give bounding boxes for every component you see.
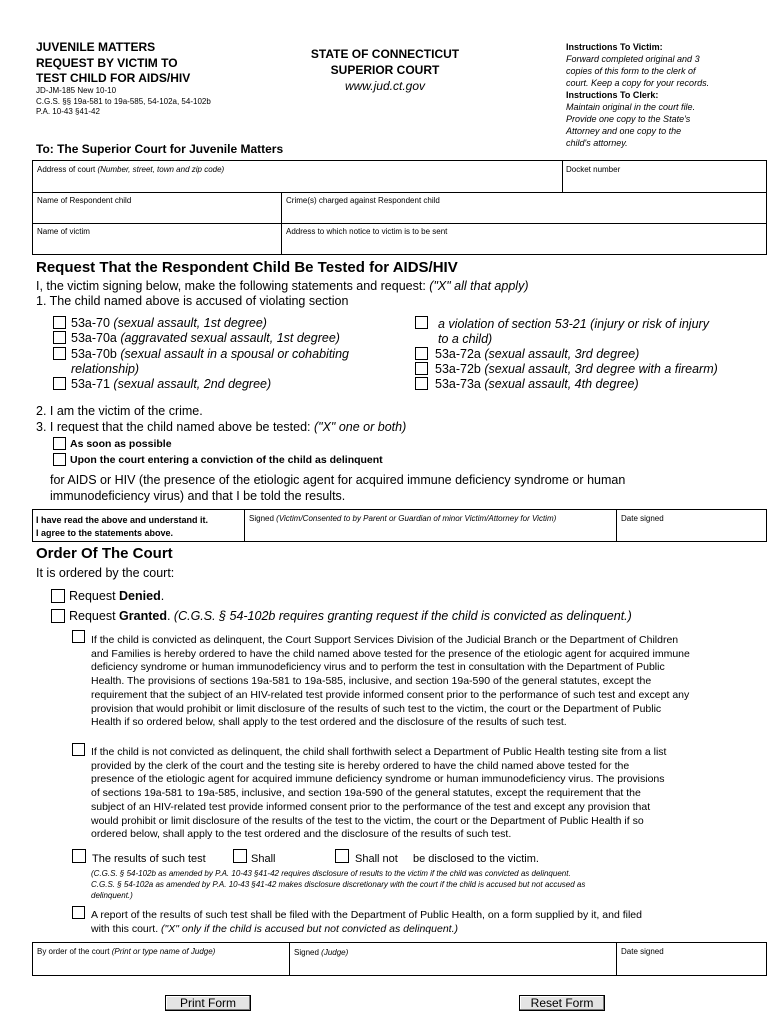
court-website: www.jud.ct.gov (344, 79, 426, 93)
item-3 (36, 420, 406, 435)
order-text-line: deficiency syndrome or human immunodeficiency virus and to perform the test in consultation with the Department of Public (91, 661, 665, 674)
instructions-clerk-title: Instructions To Clerk: (566, 90, 659, 100)
table-border (244, 509, 245, 542)
judge-signed-label: Signed (294, 948, 319, 957)
offense-53a-73a (435, 377, 639, 392)
report-line (91, 923, 763, 937)
as-soon-as-possible-checkbox[interactable] (53, 437, 66, 450)
statute-line: C.G.S. §§ 19a-581 to 19a-585, 54-102a, 54-102b (36, 96, 211, 106)
judge-signed-hint: (Judge) (321, 948, 349, 957)
table-border (766, 942, 767, 976)
item-3-text: 3. I request that the child named above be tested: (36, 420, 311, 434)
item-2: 2. I am the victim of the crime. (36, 404, 203, 418)
order-intro: It is ordered by the court: (36, 566, 175, 580)
shall-checkbox[interactable] (233, 849, 247, 863)
order-heading: Order Of The Court (36, 545, 173, 562)
form-title-line: JUVENILE MATTERS (36, 40, 156, 54)
table-border (289, 942, 290, 976)
request-granted-checkbox[interactable] (51, 609, 65, 623)
convicted-order-text (91, 634, 763, 730)
offense-53a-70b (71, 347, 349, 362)
form-title-line: TEST CHILD FOR AIDS/HIV (36, 71, 191, 85)
judge-date-signed-label: Date signed (621, 947, 664, 956)
table-border (32, 254, 766, 255)
offense-desc: (sexual assault in a spousal or cohabiting (120, 347, 349, 361)
upon-conviction-label: Upon the court entering a conviction of the child as delinquent (70, 454, 383, 466)
offense-code: 53a-71 (71, 377, 110, 391)
victim-name-label: Name of victim (37, 227, 90, 236)
table-border (32, 942, 33, 976)
order-text-line: provision that would prohibit or limit disclosure of the results of such test to the victim, the court or the Department of Public (91, 702, 662, 715)
table-border (616, 942, 617, 976)
instruction-line: copies of this form to the clerk of (566, 66, 696, 76)
to-line: To: The Superior Court for Juvenile Matters (36, 142, 284, 156)
instructions-victim-title: Instructions To Victim: (566, 42, 663, 52)
victim-date-signed-field[interactable] (621, 514, 664, 524)
item-3-hint: ("X" one or both) (313, 420, 407, 434)
by-order-label: By order of the court (37, 947, 110, 956)
request-granted-word: Granted (119, 609, 167, 623)
docket-number-label: Docket number (566, 165, 621, 174)
offense-53a-72a-checkbox[interactable] (415, 347, 428, 360)
not-convicted-order-text (91, 746, 763, 842)
request-denied-label: Request Denied. (69, 589, 165, 603)
form-citations (36, 86, 211, 118)
reset-form-button[interactable]: Reset Form (519, 995, 605, 1011)
request-intro-text: I, the victim signing below, make the following statements and request: (36, 279, 426, 293)
victim-name-field[interactable] (37, 227, 90, 237)
instructions (566, 41, 766, 149)
order-text-line: presence of the etiologic agent for acquired immune deficiency syndrome or human immunodeficiency virus. The provisions (91, 773, 665, 786)
court-address-hint: (Number, street, town and zip code) (97, 165, 225, 174)
offense-desc: (sexual assault, 3rd degree with a firearm) (484, 362, 718, 376)
request-granted-label: Request Granted. (C.G.S. § 54-102b requires granting request if the child is convicted as delinquent.) (69, 609, 632, 623)
judge-date-signed-field[interactable] (621, 947, 664, 957)
test-purpose-line: immunodeficiency virus) and that I be told the results. (50, 489, 346, 503)
offense-53a-70b-checkbox[interactable] (53, 347, 66, 360)
as-soon-as-possible-label: As soon as possible (70, 438, 172, 450)
table-border (32, 541, 766, 542)
offense-desc: (sexual assault, 1st degree) (113, 316, 267, 330)
notice-address-field[interactable] (286, 227, 447, 237)
report-filing-text (91, 909, 763, 936)
court-address-field[interactable] (37, 165, 224, 175)
convicted-order-checkbox[interactable] (72, 630, 85, 643)
request-denied-prefix: Request (69, 589, 120, 603)
offense-53a-72a (435, 347, 639, 362)
notice-address-label: Address to which notice to victim is to be sent (286, 227, 448, 236)
request-denied-word: Denied (119, 589, 161, 603)
request-denied-checkbox[interactable] (51, 589, 65, 603)
instruction-line: Forward completed original and 3 (566, 54, 700, 64)
print-form-button[interactable]: Print Form (165, 995, 251, 1011)
shall-not-checkbox[interactable] (335, 849, 349, 863)
offense-desc: (sexual assault, 3rd degree) (484, 347, 640, 361)
court-header (275, 46, 495, 94)
crimes-charged-label: Crime(s) charged against Respondent child (286, 196, 440, 205)
request-granted-prefix: Request (69, 609, 120, 623)
form-number: JD-JM-185 New 10-10 (36, 86, 117, 95)
judge-name-field[interactable] (37, 947, 215, 957)
offense-53a-73a-checkbox[interactable] (415, 377, 428, 390)
table-border (32, 942, 766, 943)
instruction-line: Maintain original in the court file. (566, 102, 696, 112)
table-border (32, 160, 766, 161)
table-border (562, 160, 563, 192)
offense-desc: (aggravated sexual assault, 1st degree) (120, 331, 340, 345)
date-signed-label: Date signed (621, 514, 664, 523)
upon-conviction-checkbox[interactable] (53, 453, 66, 466)
offense-53a-70-checkbox[interactable] (53, 316, 66, 329)
crimes-charged-field[interactable] (286, 196, 440, 206)
respondent-name-field[interactable] (37, 196, 131, 206)
offense-code: 53a-72b (435, 362, 481, 376)
shall-not-label: Shall not (355, 853, 398, 865)
victim-signature-field[interactable] (249, 514, 556, 524)
instruction-line: Attorney and one copy to the (566, 126, 682, 136)
acknowledgement-line: I agree to the statements above. (36, 528, 174, 538)
note-line: (C.G.S. § 54-102b as amended by P.A. 10-43 §41-42 requires disclosure of results to the victim if the child was convicted as delinquent. (91, 869, 571, 878)
offense-53a-71-checkbox[interactable] (53, 377, 66, 390)
offense-continuation: relationship) (71, 362, 140, 376)
order-text-line: requirement that the subject of an HIV-related test provide informed consent prior to the performance of such test and except any (91, 688, 690, 701)
offense-53a-70a-checkbox[interactable] (53, 331, 66, 344)
acknowledgement (36, 514, 208, 540)
request-heading: Request That the Respondent Child Be Tested for AIDS/HIV (36, 259, 458, 276)
by-order-hint: (Print or type name of Judge) (111, 947, 216, 956)
request-intro-hint: ("X" all that apply) (429, 279, 529, 293)
form-title-line: REQUEST BY VICTIM TO (36, 55, 178, 70)
table-border (766, 509, 767, 542)
offense-continuation: to a child) (438, 332, 493, 346)
table-border (32, 160, 33, 255)
acknowledgement-line: I have read the above and understand it. (36, 515, 209, 525)
order-text-line: of sections 19a-581 to 19a-585, inclusive, and section 19a-590 of the general statutes, except the requirement that the (91, 787, 641, 800)
offense-code: 53a-72a (435, 347, 481, 361)
signed-hint: (Victim/Consented to by Parent or Guardian of minor Victim/Attorney for Victim) (276, 514, 557, 523)
test-purpose-line: for AIDS or HIV (the presence of the etiologic agent for acquired immune deficiency syndrome or human (50, 473, 626, 487)
note-line: C.G.S. § 54-102a as amended by P.A. 10-43 §41-42 makes disclosure discretionary with the court if the child is accused but not accused as (91, 880, 586, 889)
report-line-hint: ("X" only if the child is accused but not convicted as delinquent.) (161, 922, 458, 935)
item-1: 1. The child named above is accused of violating section (36, 294, 349, 308)
report-line-prefix: with this court. (91, 922, 159, 935)
order-text-line: subject of an HIV-related test provide informed consent prior to the performance of the test and except any provision that (91, 800, 651, 813)
offense-53-21: a violation of section 53-21 (injury or risk of injury (438, 317, 709, 331)
offense-desc: (sexual assault, 4th degree) (484, 377, 639, 391)
table-border (766, 160, 767, 255)
table-border (32, 192, 766, 193)
results-disclosure-checkbox[interactable] (72, 849, 86, 863)
report-line: A report of the results of such test shall be filed with the Department of Public Health, on a form supplied by it, and filed (91, 909, 642, 921)
respondent-name-label: Name of Respondent child (37, 196, 132, 205)
table-border (616, 509, 617, 542)
docket-number-field[interactable] (566, 165, 620, 175)
order-text-line: would prohibit or limit disclosure of the results of the test to the victim, the court or the Department of Public Health if so (91, 814, 644, 827)
disclosure-note (91, 868, 763, 901)
table-border (281, 192, 282, 254)
offense-code: 53a-70a (71, 331, 117, 345)
disclosed-label: be disclosed to the victim. (413, 853, 539, 865)
order-text-line: If the child is not convicted as delinquent, the child shall forthwith select a Department of Public Health testing site from a list (91, 746, 667, 758)
table-border (32, 509, 33, 542)
report-filing-checkbox[interactable] (72, 906, 85, 919)
offense-53a-72b (435, 362, 718, 377)
court-name: SUPERIOR COURT (330, 63, 440, 77)
offense-code: 53a-70b (71, 347, 117, 361)
table-border (32, 223, 766, 224)
signed-label: Signed (249, 514, 274, 523)
form-title (36, 40, 190, 87)
instruction-line: court. Keep a copy for your records. (566, 78, 710, 88)
note-line: delinquent.) (91, 891, 133, 900)
judge-signature-field[interactable] (294, 948, 348, 958)
table-border (32, 975, 766, 976)
offense-53a-70 (71, 316, 267, 331)
offense-53a-71 (71, 377, 271, 392)
request-granted-note: (C.G.S. § 54-102b requires granting request if the child is convicted as delinquent.) (173, 609, 632, 623)
order-text-line: and Families is hereby ordered to have the child named above tested for the presence of the etiologic agent for acquired immune (91, 647, 690, 660)
offense-53a-72b-checkbox[interactable] (415, 362, 428, 375)
offense-53a-70a (71, 331, 340, 346)
offense-53-21-checkbox[interactable] (415, 316, 428, 329)
shall-label: Shall (251, 853, 276, 865)
order-text-line: Health. The provisions of sections 19a-581 to 19a-585, inclusive, and section 19a-590 of the general statutes, except the (91, 675, 652, 688)
instruction-line: child's attorney. (566, 138, 628, 148)
instruction-line: Provide one copy to the State's (566, 114, 691, 124)
statute-line: P.A. 10-43 §41-42 (36, 107, 100, 116)
request-intro (36, 279, 528, 294)
offense-code: 53a-70 (71, 316, 110, 330)
table-border (32, 509, 766, 510)
offense-desc: (sexual assault, 2nd degree) (113, 377, 272, 391)
not-convicted-order-checkbox[interactable] (72, 743, 85, 756)
state-name: STATE OF CONNECTICUT (310, 47, 460, 61)
results-label: The results of such test (92, 853, 206, 865)
order-text-line: provided by the clerk of the court and the testing site is hereby ordered to have the child named above tested for the (91, 759, 630, 772)
order-text-line: ordered below, shall apply to the test ordered and the disclosure of the results of such test. (91, 828, 512, 841)
offense-code: 53a-73a (435, 377, 481, 391)
order-text-line: Health if so ordered below, shall apply to the test ordered and the disclosure of the results of such test. (91, 716, 567, 729)
court-address-label: Address of court (37, 165, 96, 174)
order-text-line: If the child is convicted as delinquent, the Court Support Services Division of the Judicial Branch or the Department of Children (91, 634, 679, 646)
